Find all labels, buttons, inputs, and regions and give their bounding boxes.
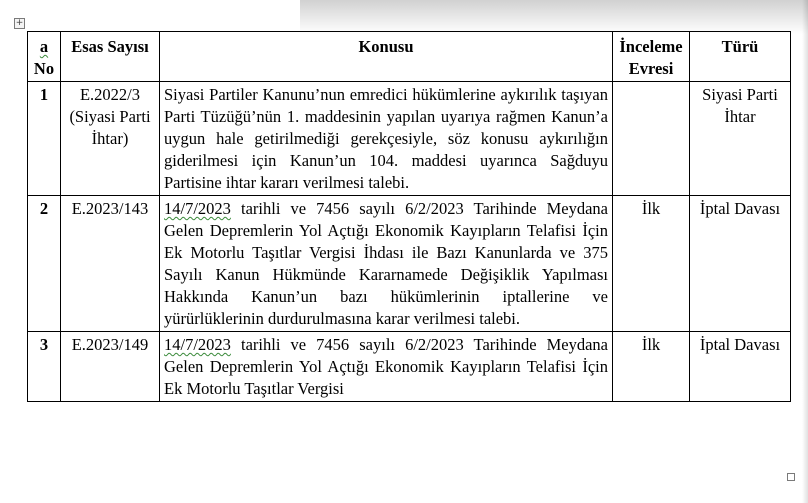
row-konu [160,332,613,402]
header-esas: Esas Sayısı [61,32,160,82]
row-konu-date: 14/7/2023 [164,199,231,218]
row-konu-text [164,198,608,330]
table-row [28,332,791,402]
row-no: 3 [28,332,61,402]
header-tur: Türü [690,32,791,82]
row-esas: E.2022/3 (Siyasi Parti İhtar) [61,82,160,196]
row-evre: İlk [613,332,690,402]
row-konu-body: tarihli ve 7456 sayılı 6/2/2023 Tarihinde Meydana Gelen Depremlerin Yol Açtığı Ekonomik Kayıpların Telafisi İçin Ek Motorlu Taşıtlar Vergisi İhdası ile Bazı Kanunlarda ve 375 Sayılı Kanun Hükmünde Kararnamede Değişiklik Yapılması Hakkında Kanun’un bazı hükümlerinin iptallerine ve yürürlüklerinin durdurulmasına karar verilmesi talebi. [164,199,608,328]
row-tur: Siyasi Parti İhtar [690,82,791,196]
header-no [28,32,61,82]
header-konu: Konusu [160,32,613,82]
row-konu-body: tarihli ve 7456 sayılı 6/2/2023 Tarihinde Meydana Gelen Depremlerin Yol Açtığı Ekonomik Kayıpların Telafisi İçin Ek Motorlu Taşıtlar Vergisi [164,335,608,398]
row-konu [160,196,613,332]
header-no-line1: a [39,37,49,56]
table-header-row [28,32,791,82]
table-row [28,196,791,332]
row-konu-text: Siyasi Partiler Kanunu’nun emredici hükümlerine aykırılık taşıyan Parti Tüzüğü’nün 1. maddesinin yapılan uyarıya rağmen Kanun’a uygun hale getirilmediği gerekçesiyle, söz konusu aykırılığın giderilmesi için Kanun’un 104. maddesi uyarınca Sağduyu Partisine ihtar kararı verilmesi talebi. [164,85,608,192]
row-evre: İlk [613,196,690,332]
table-row [28,82,791,196]
row-no: 1 [28,82,61,196]
header-evre: İnceleme Evresi [613,32,690,82]
row-esas: E.2023/143 [61,196,160,332]
page-edge-shadow [802,0,808,503]
window-shadow [300,0,808,34]
row-konu-date: 14/7/2023 [164,335,231,354]
row-esas: E.2023/149 [61,332,160,402]
row-konu-text [164,334,608,400]
row-konu [160,82,613,196]
case-table [27,31,791,402]
row-tur: İptal Davası [690,196,791,332]
row-no: 2 [28,196,61,332]
table-move-handle-icon[interactable]: + [15,18,24,28]
table-resize-handle-icon[interactable] [787,473,795,481]
header-no-line2: No [33,59,55,78]
row-tur: İptal Davası [690,332,791,402]
row-evre [613,82,690,196]
